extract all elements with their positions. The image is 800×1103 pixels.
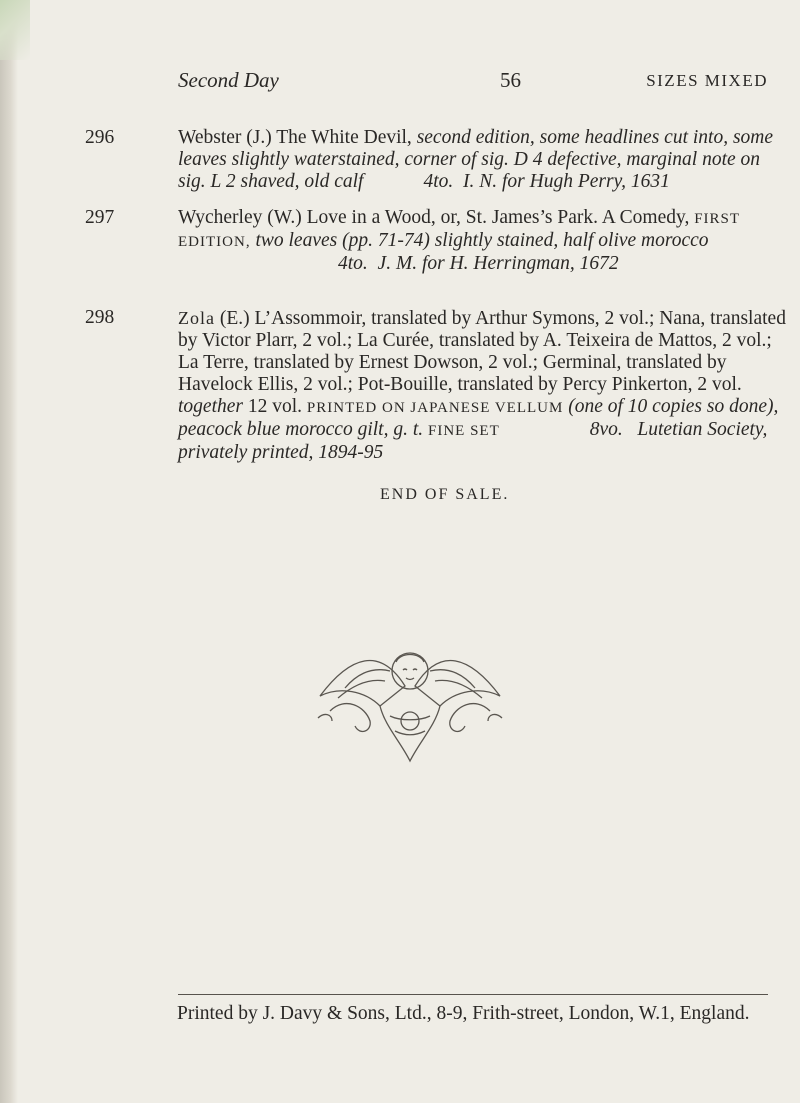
lot-296 [85, 127, 790, 193]
printer-imprint: Printed by J. Davy & Sons, Ltd., 8-9, Frith-street, London, W.1, England. [177, 1003, 750, 1024]
lot-description: Zola (E.) L’Assommoir, translated by Arthur Symons, 2 vol.; Nana, translated by Victor Plarr, 2 vol.; La Curée, translated by A. Teixeira de Mattos, 2 vol.; La Terre, translated by Ernest Dowson, 2 vol.; Germinal, translated by Havelock Ellis, 2 vol.; Pot-Bouille, translated by Percy Pinkerton, 2 vol. together 12 vol. PRINTED ON JAPANESE VELLUM (one of 10 copies so done), peacock blue morocco gilt, g. t. FINE SET 8vo. Lutetian Society, privately printed, 1894-95 [178, 308, 786, 463]
lot-description: Webster (J.) The White Devil, second edition, some headlines cut into, some leaves slightly waterstained, corner of sig. D 4 defective, marginal note on sig. L 2 shaved, old calf 4to. I. N. for Hugh Perry, 1631 [178, 127, 774, 192]
page-number: 56 [500, 68, 521, 92]
page-header [178, 68, 768, 98]
page-corner-tint [0, 0, 30, 60]
footer-rule [178, 994, 768, 995]
lot-number: 298 [85, 307, 115, 328]
lot-298 [85, 307, 790, 464]
page-edge-shadow [0, 0, 18, 1103]
cherub-vignette-icon [310, 626, 510, 776]
header-sizes: SIZES MIXED [646, 71, 768, 90]
lot-description: Wycherley (W.) Love in a Wood, or, St. James’s Park. A Comedy, FIRST EDITION, two leaves (pp. 71-74) slightly stained, half olive morocco4to. J. M. for H. Herringman, 1672 [178, 207, 740, 274]
end-of-sale: END OF SALE. [380, 486, 510, 503]
lot-297 [85, 207, 790, 275]
header-day: Second Day [178, 68, 279, 92]
lot-number: 297 [85, 207, 115, 228]
lot-number: 296 [85, 127, 115, 148]
